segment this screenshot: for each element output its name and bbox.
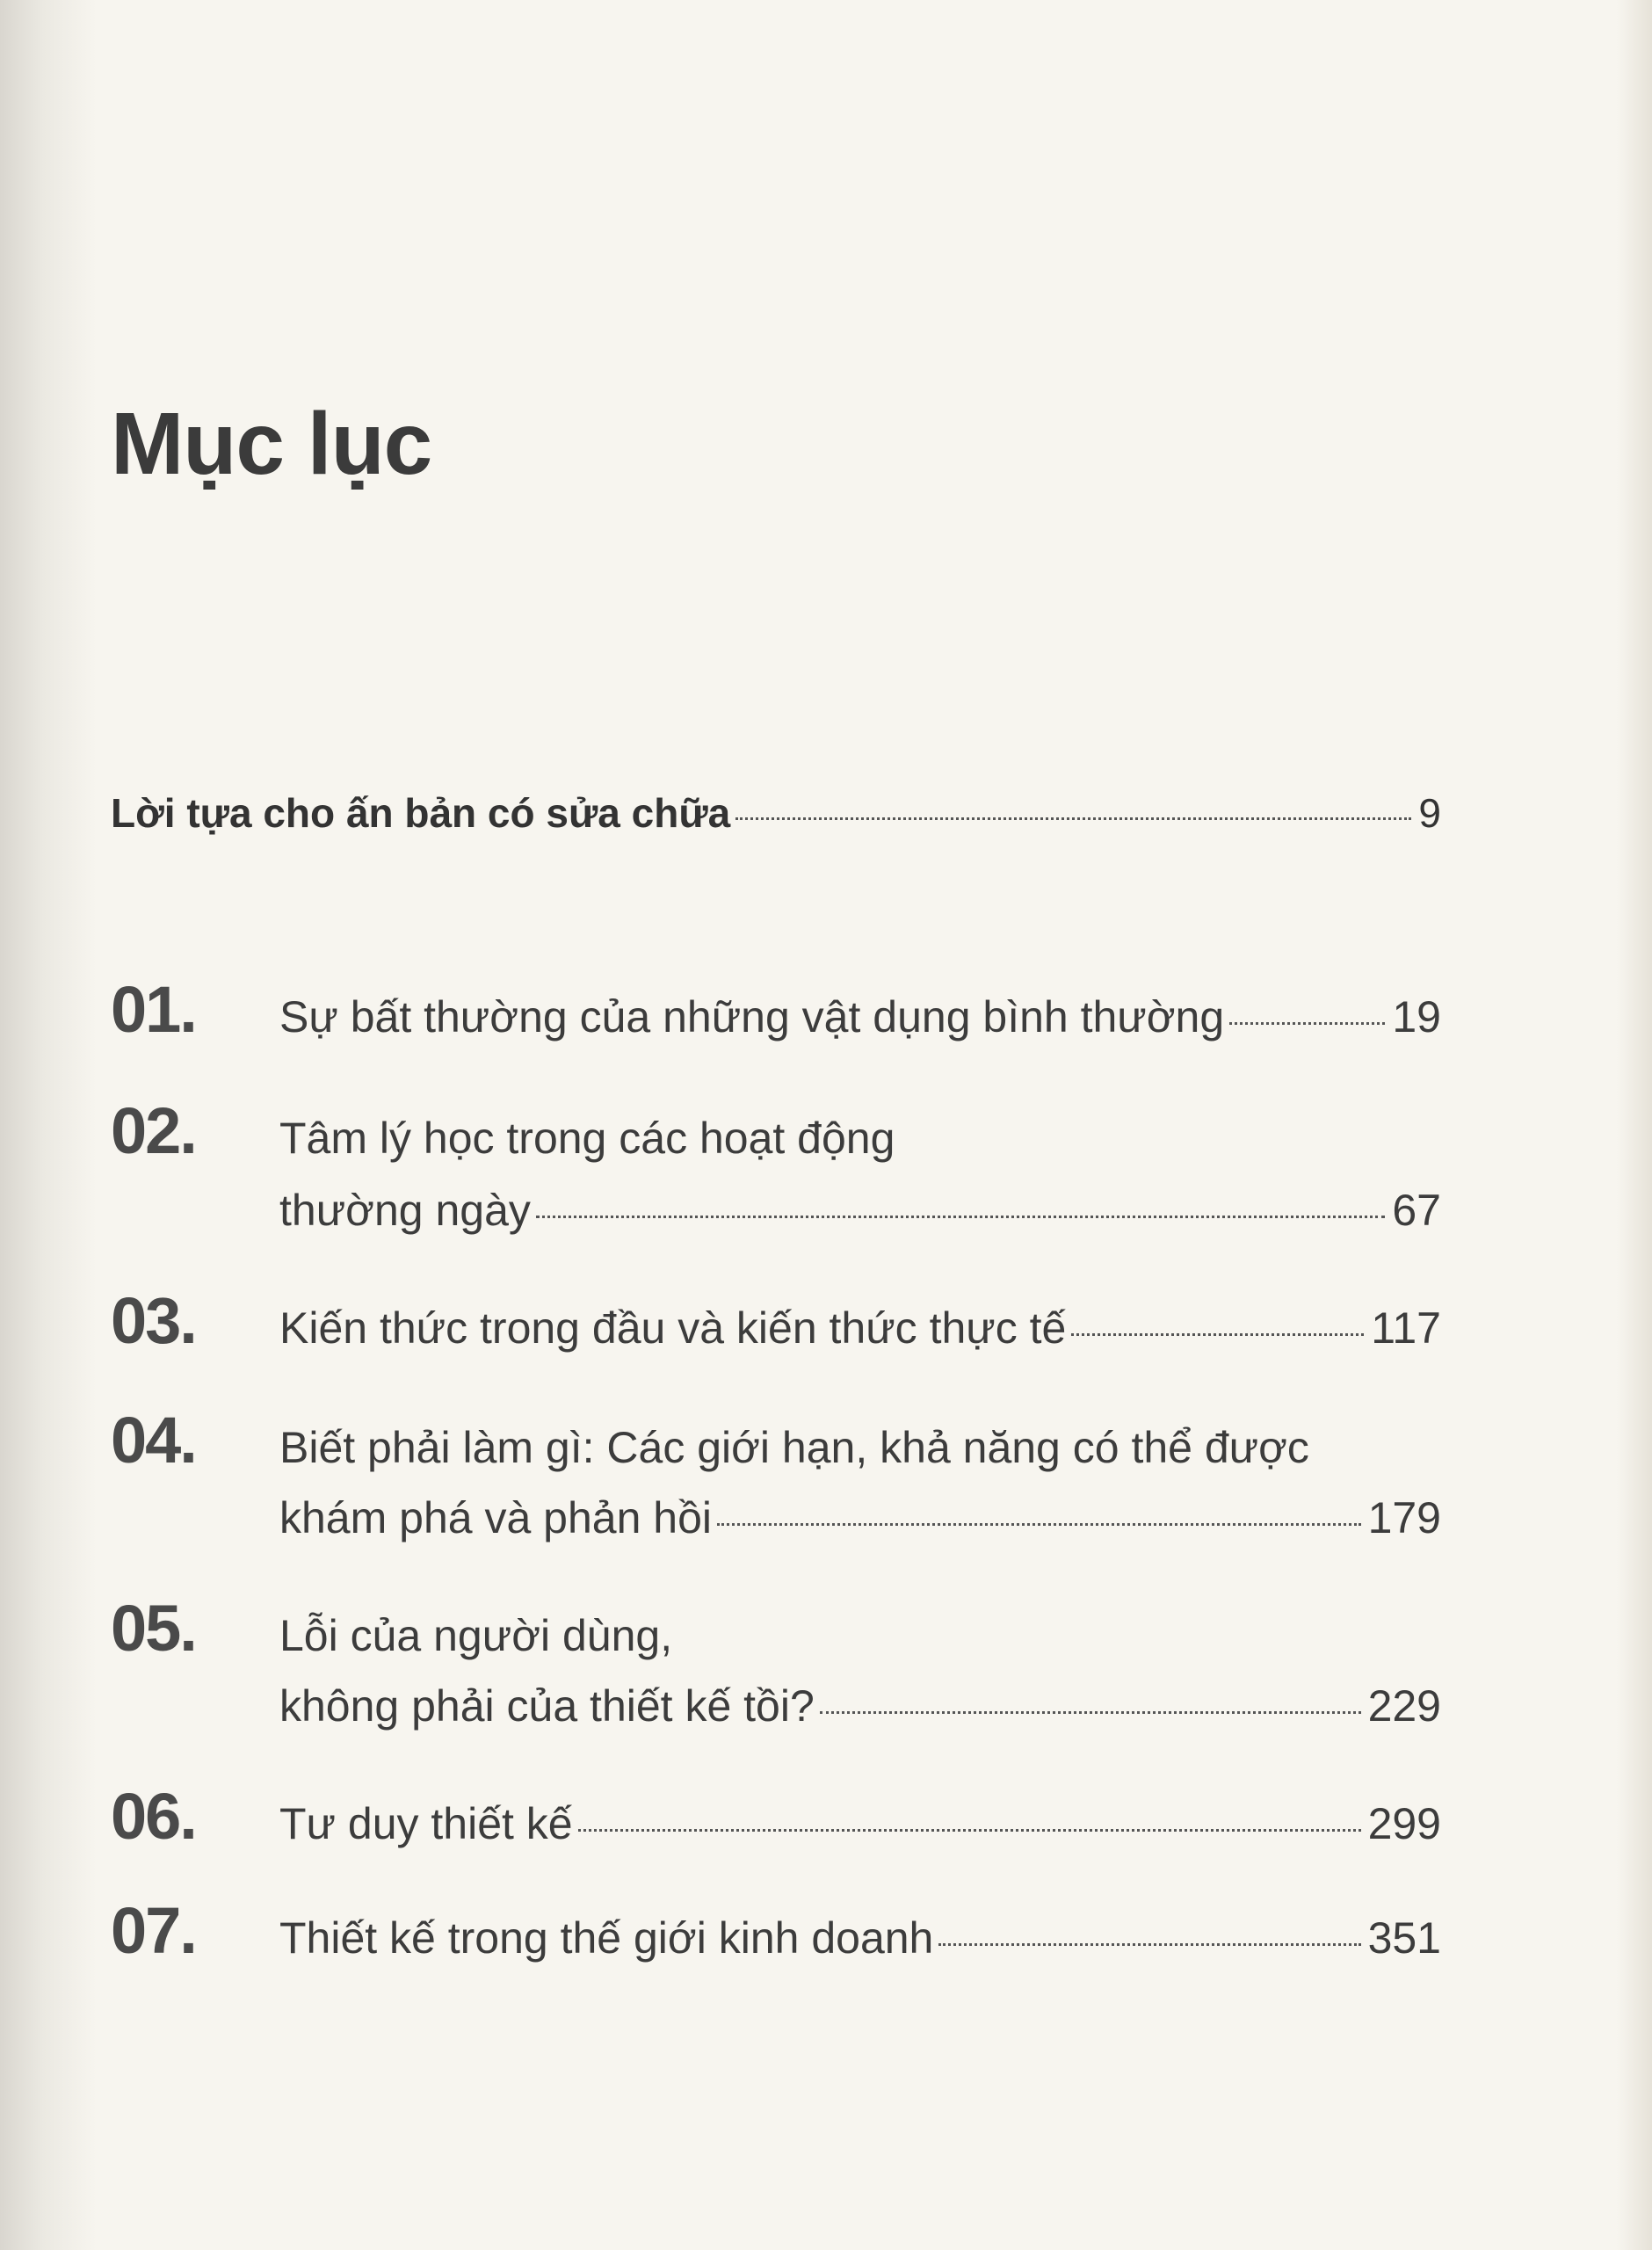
toc-dot-leader — [1229, 1022, 1385, 1025]
toc-page-number: 117 — [1371, 1303, 1441, 1353]
toc-chapter-entry[interactable] — [279, 1680, 1441, 1731]
chapter-number: 02. — [111, 1094, 196, 1167]
chapter-number: 04. — [111, 1404, 196, 1477]
toc-page-number: 299 — [1367, 1799, 1441, 1848]
toc-chapter-title: Tư duy thiết kế — [279, 1799, 573, 1848]
toc-chapter-title-continued: không phải của thiết kế tồi? — [279, 1681, 815, 1731]
chapter-number: 06. — [111, 1780, 196, 1853]
toc-chapter-entry[interactable] — [279, 1798, 1441, 1849]
toc-chapter-entry[interactable] — [279, 1185, 1441, 1236]
toc-dot-leader — [820, 1711, 1361, 1714]
toc-chapter-title-continued: thường ngày — [279, 1186, 531, 1235]
toc-chapter-entry[interactable] — [279, 1303, 1441, 1354]
page-title: Mục lục — [111, 395, 432, 493]
toc-page-number: 229 — [1367, 1681, 1441, 1731]
chapter-number: 05. — [111, 1592, 196, 1665]
chapter-number: 03. — [111, 1284, 196, 1357]
toc-chapter-title[interactable]: Biết phải làm gì: Các giới hạn, khả năng có thể được — [279, 1423, 1309, 1472]
toc-chapter-title[interactable]: Tâm lý học trong các hoạt động — [279, 1114, 895, 1163]
toc-chapter-entry[interactable] — [279, 1492, 1441, 1543]
toc-dot-leader — [1071, 1333, 1364, 1336]
toc-preface-entry[interactable] — [111, 789, 1441, 837]
toc-page-number: 67 — [1392, 1186, 1441, 1235]
toc-chapter-title: Thiết kế trong thế giới kinh doanh — [279, 1913, 934, 1963]
chapter-number: 01. — [111, 973, 196, 1046]
toc-dot-leader — [717, 1523, 1361, 1526]
toc-preface-title: Lời tựa cho ấn bản có sửa chữa — [111, 790, 731, 836]
page-edge-shadow — [1617, 0, 1652, 2250]
toc-page-number: 19 — [1392, 992, 1441, 1042]
toc-dot-leader — [536, 1216, 1385, 1218]
toc-dot-leader — [938, 1943, 1360, 1946]
page-gutter-shadow — [0, 0, 97, 2250]
toc-page-number: 351 — [1367, 1913, 1441, 1963]
toc-page-number: 9 — [1418, 790, 1441, 836]
toc-dot-leader — [735, 817, 1411, 820]
toc-chapter-title-continued: khám phá và phản hồi — [279, 1493, 713, 1542]
toc-page-number: 179 — [1367, 1493, 1441, 1542]
toc-chapter-title[interactable]: Lỗi của người dùng, — [279, 1611, 673, 1660]
chapter-number: 07. — [111, 1894, 196, 1967]
toc-dot-leader — [578, 1829, 1361, 1832]
toc-chapter-entry[interactable] — [279, 991, 1441, 1042]
toc-chapter-entry[interactable] — [279, 1912, 1441, 1963]
toc-chapter-title: Sự bất thường của những vật dụng bình thường — [279, 992, 1225, 1042]
toc-chapter-title: Kiến thức trong đầu và kiến thức thực tế — [279, 1303, 1067, 1353]
